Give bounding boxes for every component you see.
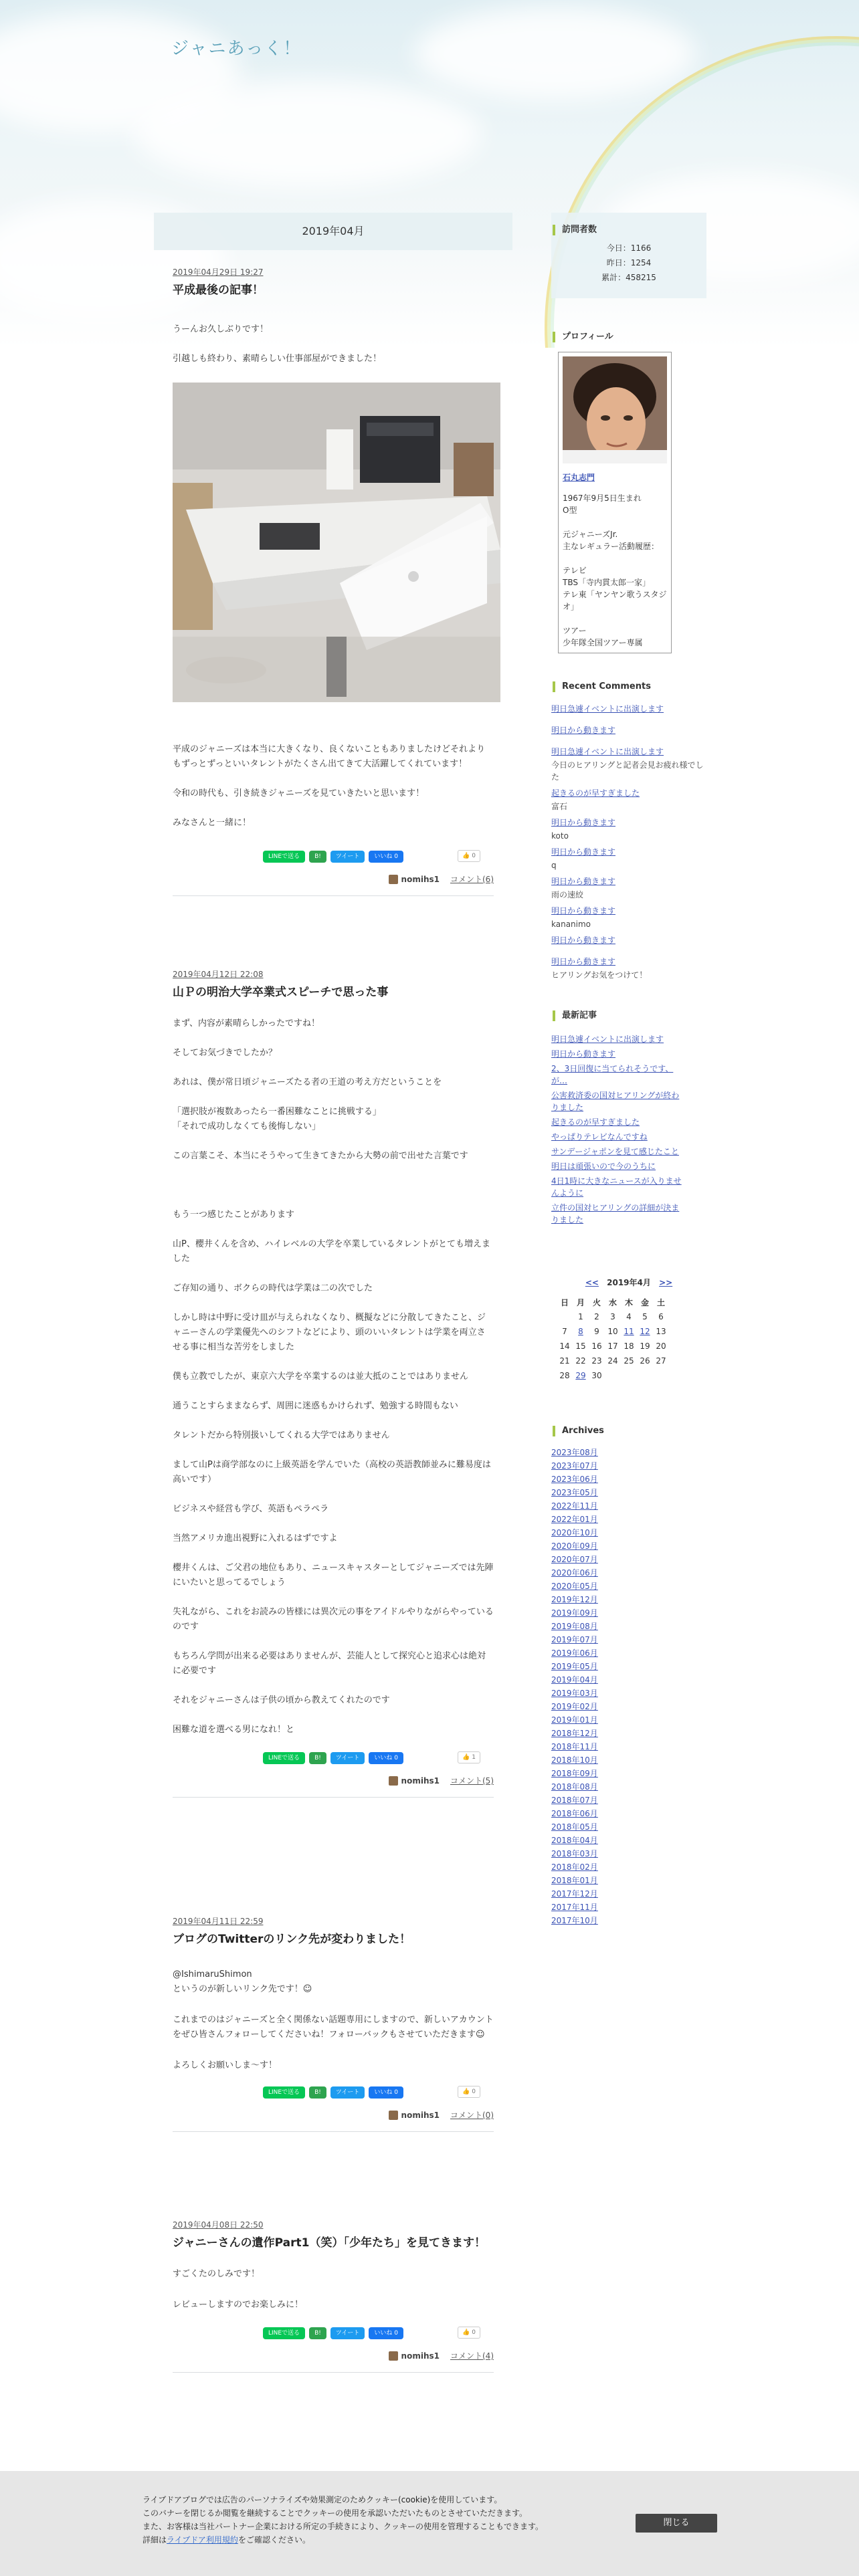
- calendar-weekday: 木: [624, 1297, 633, 1307]
- archive-month-link[interactable]: 2020年10月: [551, 1528, 598, 1537]
- latest-entry-link[interactable]: 明日から動きます: [551, 1049, 616, 1059]
- cookie-banner: [0, 2471, 859, 2576]
- entry-paragraph: 櫻井くんは、ご父君の地位もあり、ニュースキャスターとしてジャニーズでは先陣にいたいと思ってるでしょう: [173, 1563, 494, 1588]
- entry-1: [154, 266, 512, 896]
- recent-comment-author: 富石: [551, 802, 568, 811]
- share-buttons: [173, 1751, 494, 1765]
- latest-entry-link[interactable]: 立件の国対ヒアリングの詳細が決まりました: [551, 1203, 680, 1224]
- archive-month-link[interactable]: 2019年03月: [551, 1689, 598, 1698]
- calendar-day: 13: [656, 1327, 666, 1336]
- entry-paragraph: 山P、櫻井くんを含め、ハイレベルの大学を卒業しているタレントがとても増えました: [173, 1239, 490, 1264]
- calendar-day: 3: [610, 1312, 615, 1321]
- calendar-weekdays: [557, 1295, 669, 1309]
- archive-month-link[interactable]: 2023年06月: [551, 1475, 598, 1484]
- archive-month-link[interactable]: 2018年06月: [551, 1809, 598, 1818]
- author-icon: [389, 2351, 398, 2361]
- calendar-day: 7: [562, 1327, 567, 1336]
- entry-paragraph: そしてお気づきでしたか？: [173, 1048, 278, 1058]
- share-buttons: [173, 849, 494, 864]
- entry-date[interactable]: 2019年04月29日 19:27: [173, 267, 264, 277]
- profile-name[interactable]: 石丸志門: [563, 473, 595, 482]
- entry-paragraph: みなさんと一緒に！: [173, 818, 252, 828]
- calendar-day: 1: [578, 1312, 583, 1321]
- sidebar: [551, 213, 706, 1927]
- archive-month-link[interactable]: 2018年02月: [551, 1862, 598, 1872]
- entry-paragraph: これまでのはジャニーズと全く関係ない話題専用にしますので、新しいアカウントをぜひ皆さんフォローしてくださいね！フォローバックもさせていただきます☺: [173, 2015, 494, 2040]
- latest-entry-link[interactable]: 明日急遽イベントに出演します: [551, 1035, 664, 1044]
- calendar-day: 15: [575, 1341, 586, 1351]
- author-name: nomihs1: [401, 2110, 440, 2120]
- terms-link[interactable]: ライブドア利用規約: [167, 2535, 238, 2545]
- archive-month-link[interactable]: 2019年05月: [551, 1662, 598, 1671]
- author[interactable]: [389, 2111, 440, 2120]
- calendar-week: [557, 1368, 669, 1383]
- recent-comment-entry-link[interactable]: 明日から動きます: [551, 818, 616, 827]
- cookie-line-4: [142, 2533, 543, 2547]
- archive-month-link[interactable]: 2019年09月: [551, 1608, 598, 1618]
- entry-title[interactable]: ブログのTwitterのリンク先が変わりました！: [173, 1933, 411, 1946]
- calendar-day: 2: [594, 1312, 599, 1321]
- archive-month-link[interactable]: 2018年09月: [551, 1769, 598, 1778]
- entry-title[interactable]: 平成最後の記事！: [173, 284, 264, 297]
- entry-photo-workspace: [173, 383, 500, 702]
- entry-paragraph: まして山Pは商学部なのに上級英語を学んでいた（高校の英語教師並みに難易度は高いです）: [173, 1460, 491, 1485]
- archive-month-link[interactable]: 2018年07月: [551, 1796, 598, 1805]
- archive-month-link[interactable]: 2019年12月: [551, 1595, 598, 1604]
- recent-comment-author: 今日のヒアリングと記者会見お疲れ様でした: [551, 760, 704, 782]
- latest-entry-link[interactable]: やっぱりテレビなんですね: [551, 1132, 648, 1142]
- author-icon: [389, 2111, 398, 2120]
- entry-paragraph: あれは、僕が常日頃ジャニーズたる者の王道の考え方だということを: [173, 1077, 442, 1087]
- recent-comment-author: 雨の速絞: [551, 890, 584, 899]
- entry-body: [173, 1967, 494, 2073]
- profile-widget: [551, 332, 706, 653]
- entry-footer: [173, 1775, 494, 1786]
- hatena-bookmark-button[interactable]: B!: [309, 2327, 326, 2339]
- hatena-bookmark-button[interactable]: B!: [309, 1752, 326, 1764]
- calendar-day: [605, 1368, 621, 1383]
- calendar-days: [557, 1309, 669, 1383]
- entry-paragraph: 通うことすらままならず、周囲に迷惑もかけられず、勉強する時間もない: [173, 1401, 458, 1411]
- calendar-day[interactable]: 12: [640, 1327, 650, 1336]
- main-column: [154, 213, 512, 2361]
- archive-month-link[interactable]: 2019年08月: [551, 1622, 598, 1631]
- archive-month-link[interactable]: 2018年05月: [551, 1822, 598, 1832]
- calendar-day: 25: [624, 1356, 634, 1366]
- like-button[interactable]: 👍 1: [458, 1751, 480, 1763]
- entry-body: [173, 322, 494, 831]
- archive-month-link[interactable]: 2019年07月: [551, 1635, 598, 1644]
- cookie-line-4-suffix: をご確認ください。: [237, 2535, 310, 2545]
- entry-divider: [173, 1797, 494, 1798]
- tweet-button[interactable]: ツイート: [330, 1752, 365, 1764]
- entry-footer: [173, 2350, 494, 2361]
- archives-list: [551, 1446, 706, 1927]
- tweet-button[interactable]: ツイート: [330, 851, 365, 863]
- cookie-line-2: このバナーを閉じるか閲覧を継続することでクッキーの使用を承認いただいたものとさせていただきます。: [142, 2508, 528, 2518]
- calendar-day: [621, 1368, 637, 1383]
- entry-paragraph: この言葉こそ、本当にそうやって生きてきたから大勢の前で出せた言葉です: [173, 1151, 468, 1161]
- entry-date[interactable]: 2019年04月12日 22:08: [173, 970, 264, 979]
- calendar-widget: [551, 1277, 706, 1383]
- comments-link[interactable]: コメント(0): [450, 2111, 494, 2120]
- author[interactable]: [389, 2351, 440, 2361]
- blog-title[interactable]: ジャニあっく！: [171, 39, 302, 59]
- archive-month-link[interactable]: 2018年03月: [551, 1849, 598, 1858]
- entry-paragraph: 失礼ながら、これをお読みの皆様には異次元の事をアイドルやりながらやっているのです: [173, 1607, 494, 1632]
- entry-paragraph: うーんお久しぶりです！: [173, 324, 269, 334]
- like-button[interactable]: 👍 0: [458, 2327, 480, 2339]
- calendar-day: 5: [642, 1312, 648, 1321]
- tweet-button[interactable]: ツイート: [330, 2086, 365, 2099]
- entry-paragraph: [173, 1178, 494, 1193]
- recent-comment-entry-link[interactable]: 明日から動きます: [551, 726, 616, 735]
- entry-paragraph: もちろん学問が出来る必要はありませんが、芸能人として探究心と追求心は絶対に必要です: [173, 1651, 486, 1676]
- calendar-week: [557, 1309, 669, 1324]
- archive-month-link[interactable]: 2017年11月: [551, 1903, 598, 1912]
- facebook-like-button[interactable]: いいね 0: [369, 1752, 403, 1764]
- recent-comment-entry-link[interactable]: 起きるのが早すぎました: [551, 788, 640, 798]
- recent-comments-widget: [551, 681, 706, 981]
- archive-month-link[interactable]: 2019年01月: [551, 1715, 598, 1725]
- calendar-table: [557, 1295, 669, 1383]
- archive-month-link[interactable]: 2023年08月: [551, 1448, 598, 1457]
- entry-paragraph: 令和の時代も、引き続きジャニーズを見ていきたいと思います！: [173, 788, 425, 798]
- comments-link[interactable]: コメント(4): [450, 2351, 494, 2361]
- cookie-message: [142, 2493, 543, 2547]
- hatena-bookmark-button[interactable]: B!: [309, 2086, 326, 2099]
- archive-month-link[interactable]: 2019年02月: [551, 1702, 598, 1711]
- entry-paragraph: ご存知の通り、ボクらの時代は学業は二の次でした: [173, 1283, 373, 1293]
- entry-footer: [173, 2109, 494, 2121]
- archive-month-link[interactable]: 2020年07月: [551, 1555, 598, 1564]
- calendar-weekday: 火: [592, 1297, 601, 1307]
- archive-month-link[interactable]: 2023年07月: [551, 1461, 598, 1471]
- entry-4: [154, 2219, 512, 2373]
- calendar-day: 30: [591, 1371, 602, 1380]
- visits-title: 訪問者数: [553, 225, 706, 235]
- visits-counter: [551, 235, 706, 285]
- entry-paragraph: ビジネスや経営も学び、英語もペラペラ: [173, 1504, 329, 1514]
- entry-3: [154, 1915, 512, 2132]
- recent-comment-entry-link[interactable]: 明日から動きます: [551, 847, 616, 857]
- facebook-like-button[interactable]: いいね 0: [369, 851, 403, 863]
- calendar-weekday: 日: [560, 1297, 569, 1307]
- archive-month-link[interactable]: 2018年12月: [551, 1729, 598, 1738]
- calendar-day: 6: [658, 1312, 664, 1321]
- calendar-weekday: 月: [576, 1297, 585, 1307]
- entry-paragraph: しかし時は中野に受け皿が与えられなくなり、概擬などに分散してきたこと、ジャニーさんの学業優先へのシフトなどにより、頭のいいタレントは学業を両立させる事に相当な苦労をしました: [173, 1313, 486, 1352]
- author-icon: [389, 1776, 398, 1786]
- entry-paragraph: それをジャニーさんは子供の頃から教えてくれたのです: [173, 1695, 390, 1705]
- calendar-weekday: 金: [640, 1297, 649, 1307]
- entry-divider: [173, 2372, 494, 2373]
- line-share-button[interactable]: LINEで送る: [263, 1752, 305, 1764]
- archive-month-link[interactable]: 2018年11月: [551, 1742, 598, 1751]
- entry-divider: [173, 895, 494, 896]
- archive-month-link[interactable]: 2022年01月: [551, 1515, 598, 1524]
- share-buttons: [173, 2085, 494, 2100]
- facebook-like-button[interactable]: いいね 0: [369, 2086, 403, 2099]
- line-share-button[interactable]: LINEで送る: [263, 2086, 305, 2099]
- recent-comment-entry-link[interactable]: 明日から動きます: [551, 906, 616, 916]
- calendar-day[interactable]: 11: [624, 1327, 634, 1336]
- recent-comments-title: Recent Comments: [553, 681, 706, 692]
- cookie-close-button[interactable]: 閉じる: [636, 2514, 717, 2533]
- entry-paragraph: タレントだから特別扱いしてくれる大学ではありません: [173, 1430, 390, 1440]
- entry-divider: [173, 2131, 494, 2132]
- latest-entry-link[interactable]: 公害救済委の国対ヒアリングが終わりました: [551, 1091, 680, 1112]
- entry-paragraph: 「選択肢が複数あったら一番困難なことに挑戦する」 「それで成功しなくても後悔しない」: [173, 1107, 381, 1132]
- entry-paragraph: 僕も立教でしたが、東京六大学を卒業するのは並大抵のことではありません: [173, 1372, 469, 1382]
- latest-entry-link[interactable]: 4日1時に大きなニュースが入りませんように: [551, 1176, 682, 1198]
- calendar-day: 22: [575, 1356, 586, 1366]
- recent-comment-entry-link[interactable]: 明日から動きます: [551, 957, 616, 966]
- archive-month-link[interactable]: 2017年10月: [551, 1916, 598, 1925]
- latest-entry-link[interactable]: 起きるのが早すぎました: [551, 1117, 640, 1127]
- calendar-month: 2019年4月: [607, 1278, 651, 1287]
- calendar-day: 27: [656, 1356, 666, 1366]
- facebook-like-button[interactable]: いいね 0: [369, 2327, 403, 2339]
- entry-date[interactable]: 2019年04月11日 22:59: [173, 1917, 264, 1926]
- calendar-day[interactable]: 29: [575, 1371, 586, 1380]
- line-share-button[interactable]: LINEで送る: [263, 851, 305, 863]
- entry-paragraph: 平成のジャニーズは本当に大きくなり、良くないこともありましたけどそれよりもずっとずっといいタレントがたくさん出てきて大活躍してくれています！: [173, 744, 486, 769]
- cookie-line-4-prefix: 詳細は: [142, 2535, 167, 2545]
- recent-comment-author: ヒアリングお気をつけて！: [551, 970, 648, 980]
- calendar-day: 9: [594, 1327, 599, 1336]
- calendar-weekday: 土: [656, 1297, 665, 1307]
- archive-month-link[interactable]: 2020年06月: [551, 1568, 598, 1578]
- entry-paragraph: レビューしますのでお楽しみに！: [173, 2300, 304, 2310]
- list-spacer: [551, 948, 706, 956]
- calendar-day: [557, 1309, 573, 1324]
- recent-comment-author: kananimo: [551, 920, 591, 929]
- entry-date[interactable]: 2019年04月08日 22:50: [173, 2220, 264, 2230]
- archive-month-link[interactable]: 2020年09月: [551, 1541, 598, 1551]
- archive-month-link[interactable]: 2017年12月: [551, 1889, 598, 1899]
- comments-link[interactable]: コメント(6): [450, 875, 494, 884]
- calendar-prev-link[interactable]: <<: [585, 1278, 599, 1287]
- calendar-header: [551, 1277, 706, 1288]
- author-name: nomihs1: [401, 1776, 440, 1786]
- like-button[interactable]: 👍 0: [458, 850, 480, 862]
- entry-paragraph: まず、内容が素晴らしかったですね！: [173, 1018, 320, 1029]
- calendar-week: [557, 1324, 669, 1339]
- latest-entries-title: 最新記事: [553, 1010, 706, 1021]
- profile-text: 1967年9月5日生まれ O型 元ジャニーズJr. 主なレギュラー活動履歴： テレビ TBS「寺内貫太郎一家」 テレ東「ヤンヤン歌うスタジオ」 ツアー 少年隊全国ツアー専属: [563, 494, 667, 647]
- author-name: nomihs1: [401, 2351, 440, 2361]
- recent-comment-author: koto: [551, 831, 569, 841]
- calendar-next-link[interactable]: >>: [659, 1278, 673, 1287]
- calendar-day: 28: [559, 1371, 570, 1380]
- visits-total: 累計：458215: [601, 273, 656, 282]
- archive-month-link[interactable]: 2023年05月: [551, 1488, 598, 1497]
- author[interactable]: [389, 1776, 440, 1786]
- archive-month-link[interactable]: 2018年04月: [551, 1836, 598, 1845]
- recent-comment-entry-link[interactable]: 明日急遽イベントに出演します: [551, 704, 664, 714]
- archive-month-link[interactable]: 2020年05月: [551, 1582, 598, 1591]
- hatena-bookmark-button[interactable]: B!: [309, 851, 326, 863]
- archive-month-link[interactable]: 2019年06月: [551, 1648, 598, 1658]
- comments-link[interactable]: コメント(5): [450, 1776, 494, 1786]
- calendar-day: 24: [607, 1356, 618, 1366]
- entry-paragraph: 引越しも終わり、素晴らしい仕事部屋ができました！: [173, 354, 382, 364]
- entry-paragraph: もう一つ感じたことがあります: [173, 1210, 295, 1220]
- latest-entry-link[interactable]: サンデージャポンを見て感じたこと: [551, 1147, 679, 1156]
- cookie-line-1: ライブドアブログでは広告のパーソナライズや効果測定のためクッキー(cookie)を使用しています。: [142, 2495, 502, 2504]
- list-spacer: [551, 716, 706, 724]
- visits-widget: [551, 213, 706, 298]
- calendar-day: 14: [559, 1341, 570, 1351]
- calendar-week: [557, 1339, 669, 1354]
- calendar-day: 10: [607, 1327, 618, 1336]
- calendar-day: [653, 1368, 669, 1383]
- profile-title: プロフィール: [553, 332, 706, 342]
- entry-paragraph: すごくたのしみです！: [173, 2269, 260, 2279]
- latest-entry-link[interactable]: 明日は頑張いので今のうちに: [551, 1162, 656, 1171]
- avatar[interactable]: [563, 356, 667, 463]
- calendar-day: 21: [559, 1356, 570, 1366]
- tweet-button[interactable]: ツイート: [330, 2327, 365, 2339]
- author-icon: [389, 875, 398, 884]
- entry-paragraph: @IshimaruShimon というのが新しいリンク先です！☺: [173, 1969, 312, 1994]
- cookie-line-3: また、お客様は当社パートナー企業における所定の手続きにより、クッキーの使用を管理することもできます。: [142, 2522, 544, 2531]
- calendar-day: 20: [656, 1341, 666, 1351]
- visits-yesterday: 昨日：1254: [606, 258, 652, 267]
- entry-title[interactable]: ジャニーさんの遺作Part1（笑）「少年たち」を見てきます！: [173, 2236, 486, 2250]
- archive-month-link[interactable]: 2018年10月: [551, 1755, 598, 1765]
- month-heading: 2019年04月: [154, 213, 512, 250]
- entry-footer: [173, 873, 494, 885]
- calendar-day[interactable]: 8: [578, 1327, 583, 1336]
- entry-paragraph: 困難な道を選べる男になれ！と: [173, 1725, 295, 1735]
- share-buttons: [173, 2326, 494, 2341]
- entry-title[interactable]: 山Ｐの明治大学卒業式スピーチで思った事: [173, 986, 389, 999]
- calendar-day: 26: [640, 1356, 650, 1366]
- like-button[interactable]: 👍 0: [458, 2086, 480, 2098]
- recent-comment-author: q: [551, 861, 557, 870]
- entry-paragraph: よろしくお願いしま〜す！: [173, 2060, 278, 2070]
- entry-2: [154, 968, 512, 1798]
- calendar-week: [557, 1354, 669, 1368]
- calendar-day: 4: [626, 1312, 632, 1321]
- recent-comment-entry-link[interactable]: 明日から動きます: [551, 936, 616, 945]
- calendar-day: 23: [591, 1356, 602, 1366]
- calendar-day: 18: [624, 1341, 634, 1351]
- calendar-day: [637, 1368, 653, 1383]
- profile-box: [558, 352, 672, 653]
- entry-paragraph: 当然アメリカ進出視野に入れるはずですよ: [173, 1533, 338, 1543]
- archive-month-link[interactable]: 2022年11月: [551, 1501, 598, 1511]
- list-spacer: [551, 738, 706, 746]
- latest-entries-widget: [551, 1010, 706, 1226]
- latest-entries-list: [551, 1033, 685, 1226]
- recent-comments-list: [551, 703, 706, 981]
- line-share-button[interactable]: LINEで送る: [263, 2327, 305, 2339]
- archive-month-link[interactable]: 2018年08月: [551, 1782, 598, 1792]
- archive-month-link[interactable]: 2018年01月: [551, 1876, 598, 1885]
- latest-entry-link[interactable]: 2、3日回復に当てられそうです、が…: [551, 1064, 674, 1085]
- entry-body: [173, 2267, 494, 2313]
- calendar-day: 17: [607, 1341, 618, 1351]
- recent-comment-entry-link[interactable]: 明日急遽イベントに出演します: [551, 747, 664, 756]
- archives-widget: [551, 1426, 706, 1927]
- visits-today: 今日：1166: [606, 243, 652, 253]
- author[interactable]: [389, 875, 440, 884]
- calendar-weekday: 水: [608, 1297, 617, 1307]
- archive-month-link[interactable]: 2019年04月: [551, 1675, 598, 1685]
- archives-title: Archives: [553, 1426, 706, 1436]
- author-name: nomihs1: [401, 874, 440, 884]
- entry-body: [173, 1016, 494, 1737]
- recent-comment-entry-link[interactable]: 明日から動きます: [551, 877, 616, 886]
- calendar-day: 16: [591, 1341, 602, 1351]
- calendar-day: 19: [640, 1341, 650, 1351]
